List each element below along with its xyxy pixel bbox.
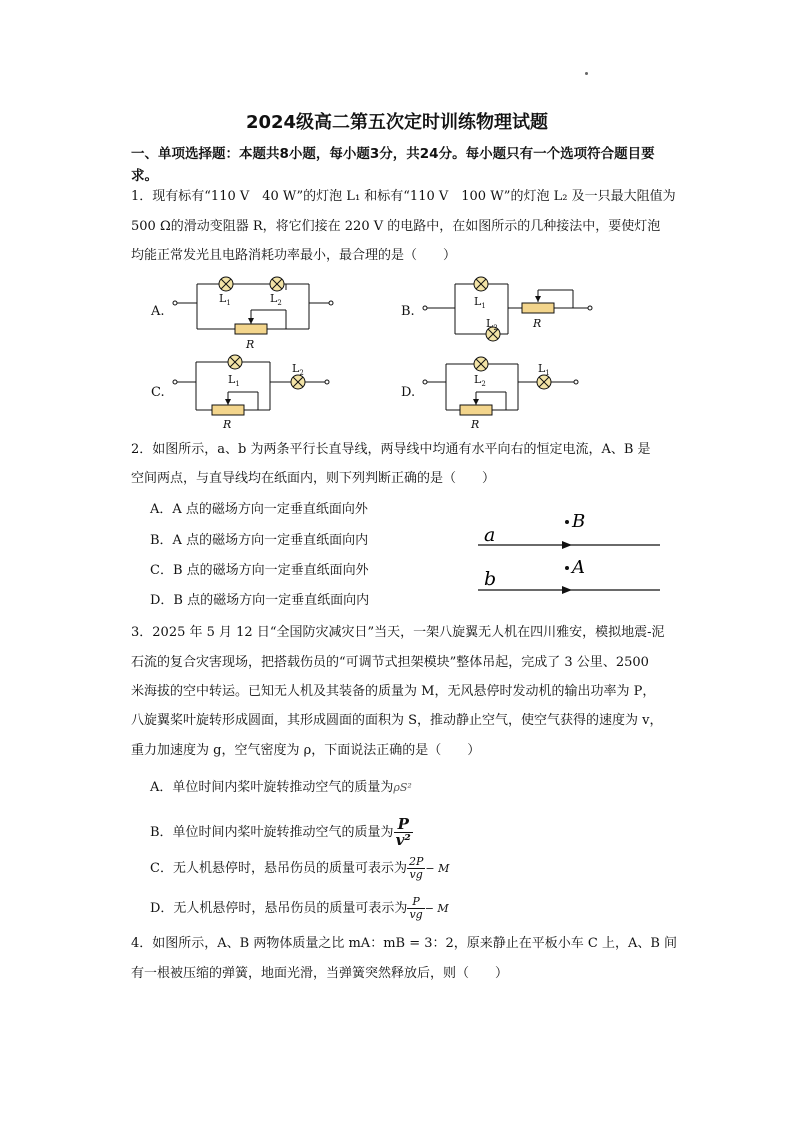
- q1-option-d-label[interactable]: D.: [401, 385, 416, 400]
- label-r-b: R: [533, 317, 542, 330]
- label-l1-a: $L_1$: [219, 292, 231, 307]
- label-l1-b: $L_1$: [474, 295, 486, 310]
- circuit-d: [423, 364, 578, 410]
- q1-line2: 500 Ω的滑动变阻器 R，将它们接在 220 V 的电路中，在如图所示的几种接法中，要使灯泡: [131, 219, 661, 234]
- q1-line3: 均能正常发光且电路消耗功率最小，最合理的是（ ）: [131, 248, 457, 263]
- point-a-label: A: [572, 557, 585, 578]
- label-r-a: R: [246, 338, 255, 351]
- arrow-icon-a: [562, 541, 572, 549]
- q4-line2: 有一根被压缩的弹簧，地面光滑，当弹簧突然释放后，则（ ）: [131, 966, 509, 981]
- wire-a-label: a: [484, 524, 496, 546]
- resistor-icon-c: [212, 405, 244, 415]
- wire-b-label: b: [484, 568, 497, 590]
- lamp-icon-d1: [537, 375, 551, 389]
- q3-line2: 石流的复合灾害现场，把搭载伤员的“可调节式担架模块”整体吊起，完成了 3 公里、2500: [131, 655, 649, 670]
- label-l2-c: $L_2$: [292, 362, 304, 377]
- circuit-b: [423, 284, 592, 334]
- label-l2-d: $L_2$: [474, 373, 486, 388]
- lamp-icon-b1: [474, 277, 488, 291]
- q3-line5: 重力加速度为 g，空气密度为 ρ，下面说法正确的是（ ）: [131, 743, 481, 758]
- label-l2-b: $L_2$: [486, 317, 498, 332]
- circuit-c: [173, 362, 329, 410]
- lamp-icon-c1: [228, 355, 242, 369]
- lamp-icon-c2: [291, 375, 305, 389]
- q2-wire-diagram: [470, 505, 670, 600]
- lamp-icon-a2: [270, 277, 284, 291]
- q2-option-d[interactable]: D．B 点的磁场方向一定垂直纸面向内: [150, 593, 370, 608]
- lamp-icon-d2: [474, 357, 488, 371]
- q1-option-b-label[interactable]: B.: [401, 304, 415, 319]
- circuit-a: [173, 284, 333, 329]
- resistor-icon-d: [460, 405, 492, 415]
- lamp-icon-a1: [219, 277, 233, 291]
- label-r-c: R: [223, 418, 232, 431]
- resistor-icon-a: [235, 324, 267, 334]
- label-l2-a: $L_2$: [270, 292, 282, 307]
- q3-option-a[interactable]: A．单位时间内桨叶旋转推动空气的质量为ρS²: [150, 780, 412, 795]
- q2-option-c[interactable]: C．B 点的磁场方向一定垂直纸面向外: [150, 563, 369, 578]
- section-heading: 一、单项选择题：本题共8小题，每小题3分，共24分。每小题只有一个选项符合题目要求。: [131, 146, 655, 184]
- page-title: 2024级高二第五次定时训练物理试题: [245, 112, 549, 133]
- q3-option-b[interactable]: B．单位时间内桨叶旋转推动空气的质量为 $\frac{P}{\text{v²}}$: [150, 815, 411, 849]
- resistor-icon-b: [522, 303, 554, 313]
- arrow-icon-b: [562, 586, 572, 594]
- q1-option-c-label[interactable]: C.: [151, 385, 165, 400]
- q2-option-a[interactable]: A．A 点的磁场方向一定垂直纸面向外: [150, 502, 368, 517]
- q3-line4: 八旋翼桨叶旋转形成圆面，其形成圆面的面积为 S，推动静止空气，使空气获得的速度为 v，: [131, 713, 663, 728]
- q1-option-a-label[interactable]: A.: [151, 304, 165, 319]
- q1-line1: 1．现有标有“110 V 40 W”的灯泡 L₁ 和标有“110 V 100 W”的灯泡 L₂ 及一只最大阻值为: [131, 189, 676, 204]
- label-l1-d: $L_1$: [538, 362, 550, 377]
- q3-option-c[interactable]: C．无人机悬停时，悬吊伤员的质量可表示为 $\frac{2P}{vg}$ − M: [150, 855, 450, 881]
- q2-line1: 2．如图所示，a、b 为两条平行长直导线，两导线中均通有水平向右的恒定电流，A、B 是: [131, 442, 651, 457]
- label-r-d: R: [471, 418, 480, 431]
- q2-line2: 空间两点，与直导线均在纸面内，则下列判断正确的是（ ）: [131, 471, 496, 486]
- q3-line3: 米海拔的空中转运。已知无人机及其装备的质量为 M，无风悬停时发动机的输出功率为 P，: [131, 684, 656, 699]
- q3-option-d[interactable]: D．无人机悬停时，悬吊伤员的质量可表示为 $\frac{P}{vg}$ − M: [150, 895, 449, 921]
- q2-option-b[interactable]: B．A 点的磁场方向一定垂直纸面向内: [150, 533, 369, 548]
- q3-line1: 3．2025 年 5 月 12 日“全国防灾减灾日”当天，一架八旋翼无人机在四川雅安，模拟地震-泥: [131, 625, 665, 640]
- point-b-label: B: [572, 511, 586, 532]
- q1-circuit-diagrams: [0, 0, 794, 440]
- q4-line1: 4．如图所示，A、B 两物体质量之比 mA：mB = 3：2，原来静止在平板小车 C 上，A、B 间: [131, 936, 678, 951]
- label-l1-c: $L_1$: [228, 373, 240, 388]
